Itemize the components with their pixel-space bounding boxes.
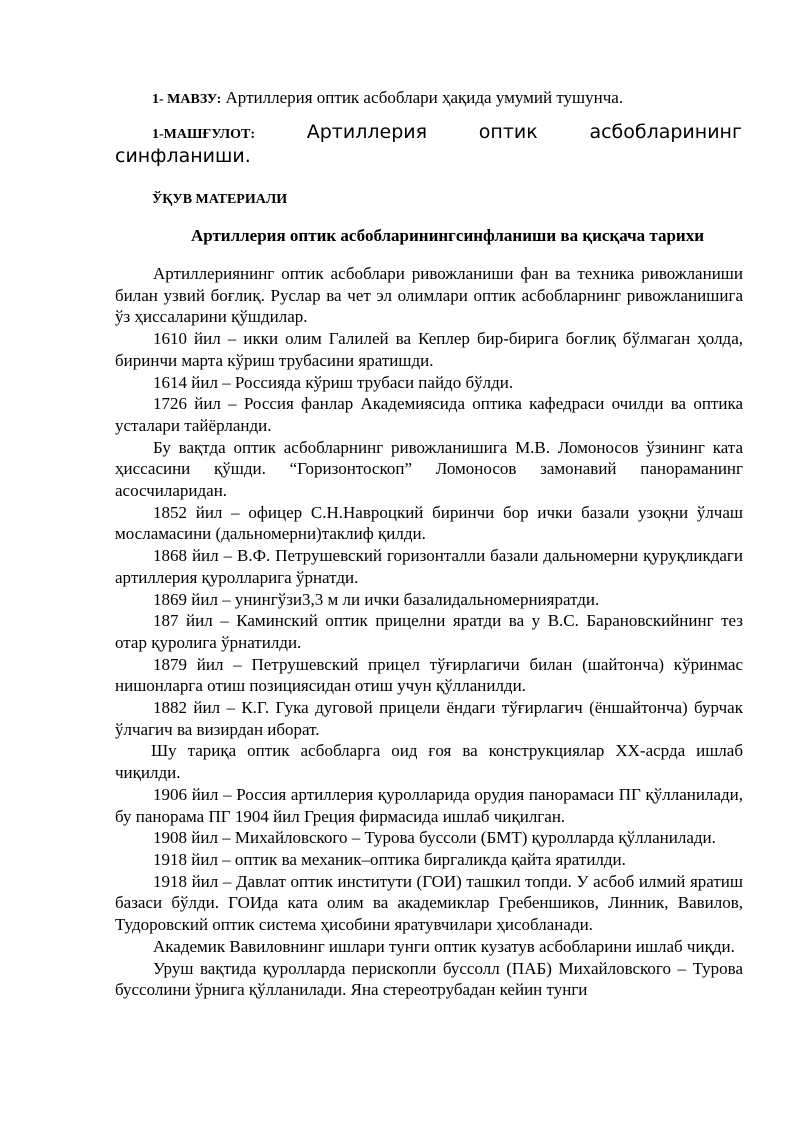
material-label: ЎҚУВ МАТЕРИАЛИ [152,192,288,207]
paragraph: 1908 йил – Михайловского – Турова буссоли (БМТ) қуролларда қўлланилади. [153,828,716,848]
paragraph: 1610 йил – икки олим Галилей ва Кеплер бир-бирига боғлиқ бўлмаган ҳолда, биринчи марта кўриш трубасини яратишди. [115,329,743,370]
lesson-word-3: асбобларининг [589,121,742,143]
paragraph: Артиллериянинг оптик асбоблари ривожланиши фан ва техника ривожланиши билан узвий боғлиқ. Руслар ва чет эл олимлари оптик асбобларнинг ривожланишига ўз ҳиссаларини қўшдилар. [115,264,743,327]
lesson-word-2: оптик [478,121,538,143]
paragraph: Бу вақтда оптик асбобларнинг ривожланишига М.В. Ломоносов ўзининг ката ҳиссасини қўшди. “Горизонтоскоп” Ломоносов замонавий панораманинг асосчиларидан. [115,437,743,501]
lesson-title-tail: синфланиши. [115,145,251,167]
topic-text: Артиллерия оптик асбоблари ҳақида умумий тушунча. [225,88,624,107]
lesson-word-1: Артиллерия [306,121,428,143]
paragraph: 1906 йил – Россия артиллерия қуролларида орудия панорамаси ПГ қўлланилади, бу панорама ПГ 1904 йил Греция фирмасида ишлаб чиқилган. [115,784,743,826]
paragraph: 1614 йил – Россияда кўриш трубаси пайдо бўлди. [153,372,514,392]
paragraph: Академик Вавиловнинг ишлари тунги оптик кузатув асбобларини ишлаб чиқди. [153,936,735,956]
paragraph: 1868 йил – В.Ф. Петрушевский горизонталли базали дальномерни қуруқликдаги артиллерия қуролларига ўрнатди. [115,546,743,587]
topic-line [152,88,623,108]
lesson-label: 1-МАШҒУЛОТ: [152,127,256,142]
paragraph: 1852 йил – офицер С.Н.Навроцкий биринчи бор ички базали узоқни ўлчаш мосламасини (дальномерни)таклиф қилди. [115,502,743,544]
paragraph: 1918 йил – оптик ва механик–оптика биргаликда қайта яратилди. [153,849,626,869]
paragraph: 1918 йил – Давлат оптик институти (ГОИ) ташкил топди. У асбоб илмий яратиш базаси бўлди. ГОИда ката олим ва академиклар Гребеншиков, Линник, Вавилов, Тудоровский оптик система ҳисобини яратувчилари ҳисобланади. [115,871,743,935]
paragraph: 187 йил – Каминский оптик прицелни яратди ва у В.С. Барановскийнинг тез отар қуролига ўрнатилди. [115,611,743,652]
paragraph: Уруш вақтида қуролларда перископли буссолл (ПАБ) Михайловского – Турова буссолини ўрнига қўлланилади. Яна стереотрубадан кейин тунги [115,958,743,1000]
paragraph: Шу тариқа оптик асбобларга оид ғоя ва конструкциялар XX-асрда ишлаб чиқилди. [115,741,743,783]
lesson-line [152,121,742,143]
paragraph: 1879 йил – Петрушевский прицел тўғирлагичи билан (шайтонча) кўринмас нишонларга отиш позициясидан отиш учун қўлланилди. [115,654,743,696]
paragraph: 1869 йил – унингўзи3,3 м ли ички базалидальномернияратди. [153,589,600,609]
section-heading: Артиллерия оптик асбобларинингсинфланиши ва қисқача тарихи [190,226,705,245]
topic-label: 1- МАВЗУ: [152,92,222,107]
paragraph: 1726 йил – Россия фанлар Академиясида оптика кафедраси очилди ва оптика усталари тайёрланди. [115,394,743,435]
body-text [115,263,743,1001]
paragraph: 1882 йил – К.Г. Гука дуговой прицели ёндаги тўғирлагич (ёншайтонча) бурчак ўлчагич ва визирдан иборат. [115,698,743,739]
